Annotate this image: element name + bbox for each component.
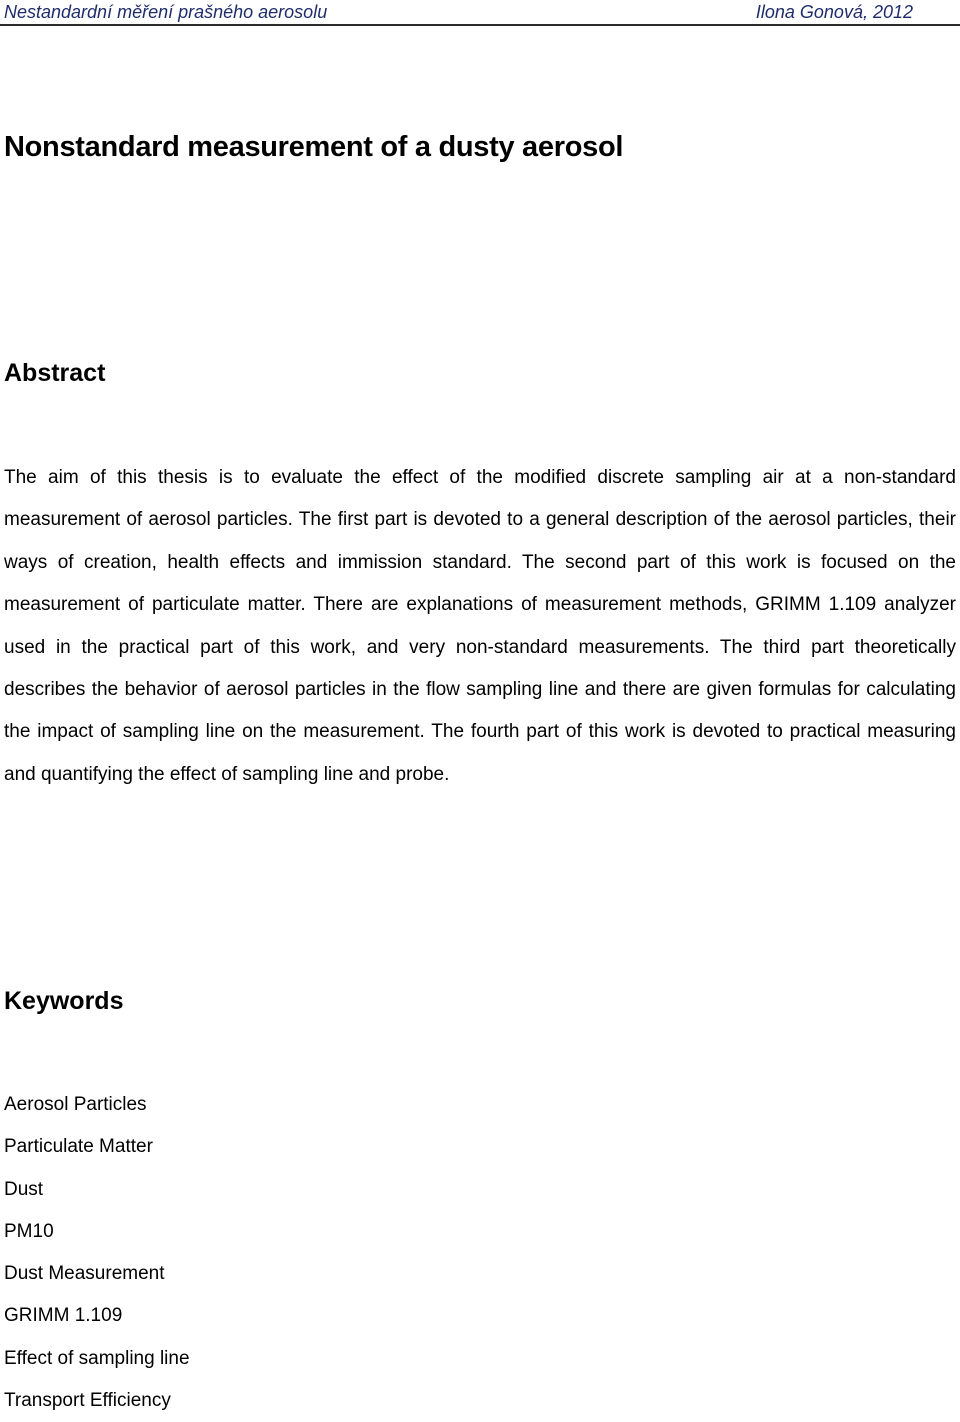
keywords-list [4, 1084, 190, 1422]
keyword-item: Dust Measurement [4, 1263, 165, 1285]
abstract-text: The aim of this thesis is to evaluate the effect of the modified discrete sampling air at a non-standard measurement of aerosol particles. The first part is devoted to a general description of the aerosol particles, their ways of creation, health effects and immission standard. The second part of this work is focused on the measurement of particulate matter. There are explanations of measurement methods, GRIMM 1.109 analyzer used in the practical part of this work, and very non-standard measurements. The third part theoretically describes the behavior of aerosol particles in the flow sampling line and there are given formulas for calculating the impact of sampling line on the measurement. The fourth part of this work is devoted to practical measuring and quantifying the effect of sampling line and probe. [4, 467, 956, 785]
header-document-title: Nestandardní měření prašného aerosolu [4, 2, 328, 22]
keyword-item: Transport Efficiency [4, 1390, 171, 1412]
abstract-heading: Abstract [4, 359, 106, 387]
keyword-item: GRIMM 1.109 [4, 1305, 123, 1327]
keyword-item: Aerosol Particles [4, 1094, 147, 1115]
keyword-item: PM10 [4, 1220, 54, 1242]
keyword-item: Effect of sampling line [4, 1347, 190, 1369]
running-header [0, 0, 960, 26]
header-author-year: Ilona Gonová, 2012 [755, 2, 913, 22]
keyword-item: Particulate Matter [4, 1136, 153, 1158]
document-title: Nonstandard measurement of a dusty aerosol [4, 131, 624, 163]
keyword-item: Dust [4, 1178, 44, 1200]
keywords-heading: Keywords [4, 987, 124, 1015]
